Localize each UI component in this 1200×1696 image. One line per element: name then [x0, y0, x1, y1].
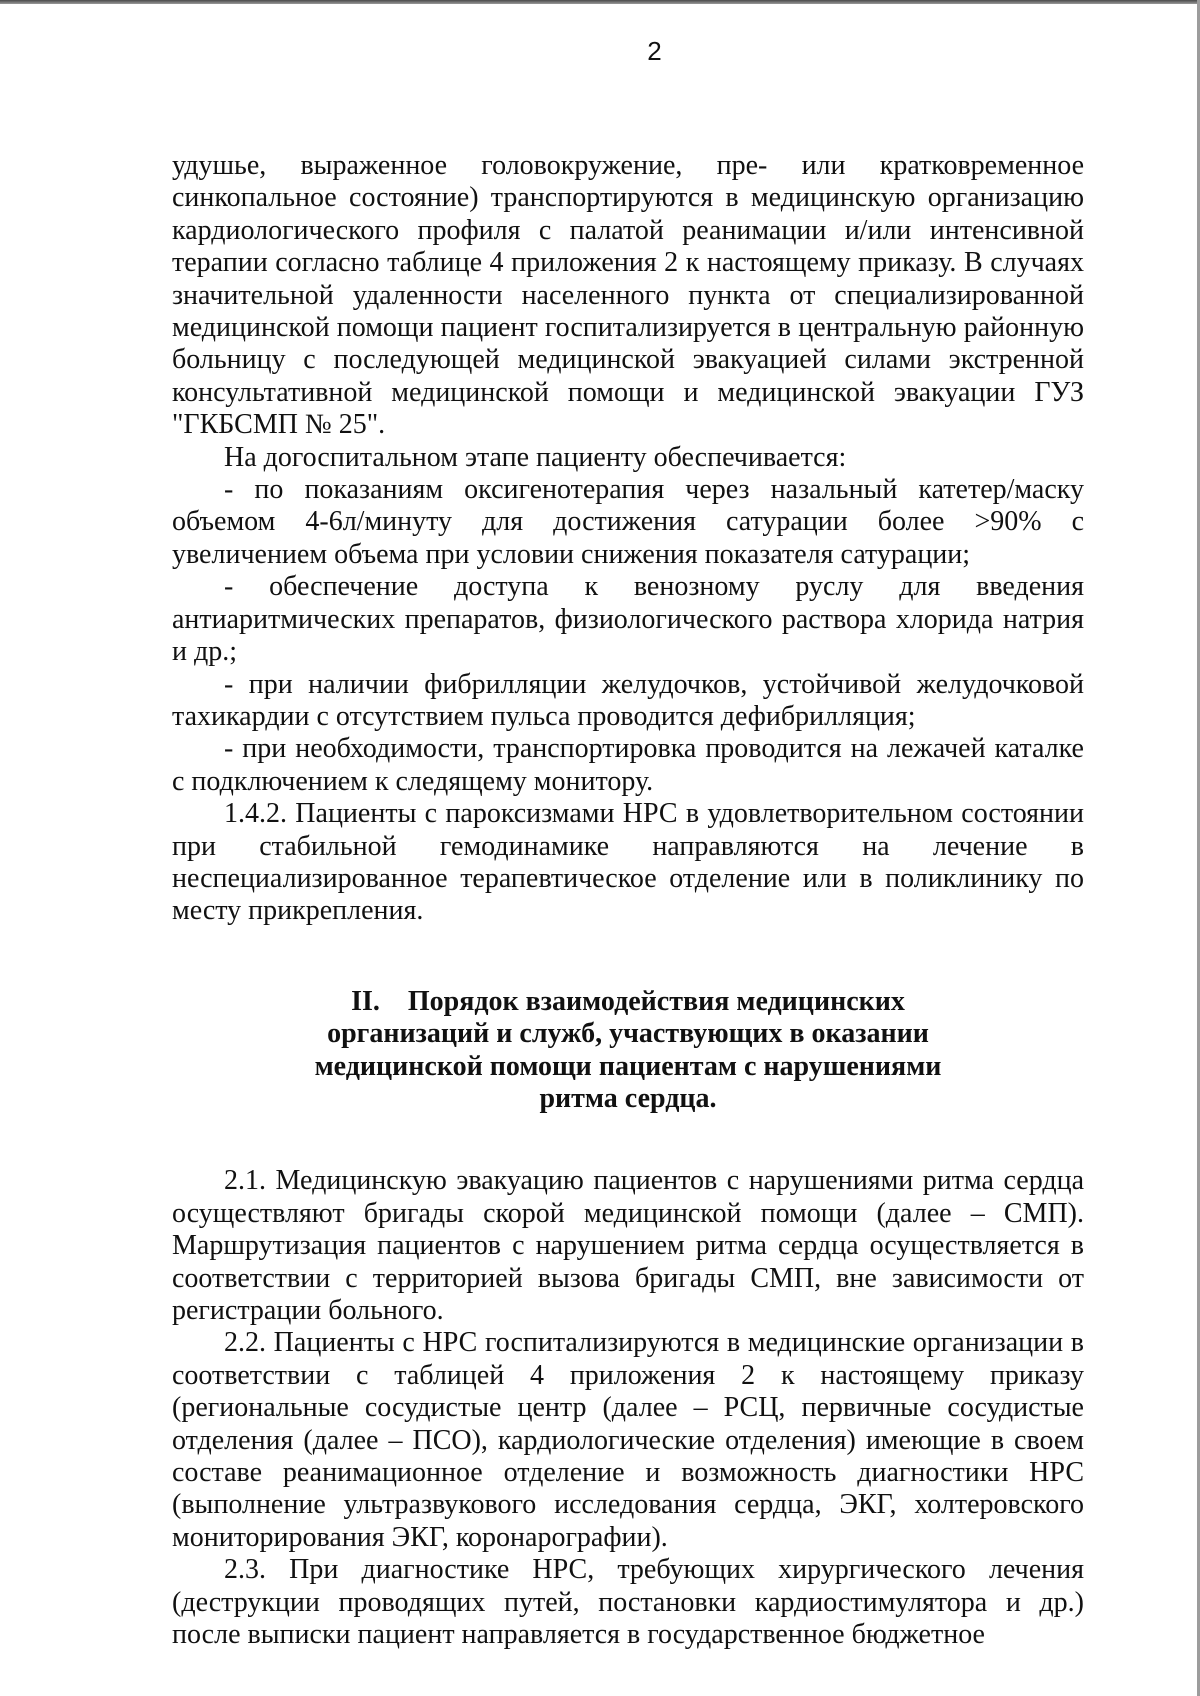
- document-body: [172, 150, 1084, 1651]
- prehospital-item: - при необходимости, транспортировка проводится на лежачей каталке с подключением к следящему монитору.: [172, 733, 1084, 797]
- section-heading: [308, 986, 948, 1116]
- prehospital-item: - обеспечение доступа к венозному руслу для введения антиаритмических препаратов, физиологического раствора хлорида натрия и др.;: [172, 571, 1084, 668]
- scan-border-top: [0, 0, 1200, 4]
- clause-2-2: 2.2. Пациенты с НРС госпитализируются в медицинские организации в соответствии с таблицей 4 приложения 2 к настоящему приказу (региональные сосудистые центр (далее – РСЦ, первичные сосудистые отделения (далее – ПСО), кардиологические отделения) имеющие в своем составе реанимационное отделение и возможность диагностики НРС (выполнение ультразвукового исследования сердца, ЭКГ, холтеровского мониторирования ЭКГ, коронарографии).: [172, 1327, 1084, 1553]
- section-body: [172, 1165, 1084, 1651]
- section-title-line-3: медицинской помощи пациентам с нарушениями: [314, 1050, 942, 1082]
- prehospital-lead: На догоспитальном этапе пациенту обеспечивается:: [224, 441, 847, 473]
- section-number: II.: [351, 985, 380, 1017]
- prehospital-item: - при наличии фибрилляции желудочков, устойчивой желудочковой тахикардии с отсутствием пульса проводится дефибрилляция;: [172, 668, 1084, 732]
- clause-2-1: 2.1. Медицинскую эвакуацию пациентов с нарушениями ритма сердца осуществляют бригады скорой медицинской помощи (далее – СМП). Маршрутизация пациентов с нарушением ритма сердца осуществляется в соответствии с территорией вызова бригады СМП, вне зависимости от регистрации больного.: [172, 1165, 1084, 1326]
- section-title-line-1: Порядок взаимодействия медицинских: [407, 985, 905, 1017]
- clause-1-4-2: 1.4.2. Пациенты с пароксизмами НРС в удовлетворительном состоянии при стабильной гемодинамике направляются на лечение в неспециализированное терапевтическое отделение или в поликлинику по месту прикрепления.: [172, 798, 1084, 927]
- intro-paragraph: удушье, выраженное головокружение, пре- или кратковременное синкопальное состояние) транспортируются в медицинскую организацию кардиологического профиля с палатой реанимации и/или интенсивной терапии согласно таблице 4 приложения 2 к настоящему приказу. В случаях значительной удаленности населенного пункта от специализированной медицинской помощи пациент госпитализируется в центральную районную больницу с последующей медицинской эвакуацией силами экстренной консультативной медицинской помощи и медицинской эвакуации ГУЗ "ГКБСМП № 25".: [172, 150, 1084, 441]
- section-title-line-2: организаций и служб, участвующих в оказании: [327, 1018, 929, 1050]
- section-title-line-4: ритма сердца.: [539, 1082, 717, 1114]
- section-heading-line: [308, 986, 948, 1018]
- page-number: 2: [647, 36, 662, 66]
- clause-2-3: 2.3. При диагностике НРС, требующих хирургического лечения (деструкции проводящих путей, постановки кардиостимулятора и др.) после выписки пациент направляется в государственное бюджетное: [172, 1554, 1084, 1651]
- prehospital-item: - по показаниям оксигенотерапия через назальный катетер/маску объемом 4-6л/минуту для достижения сатурации более >90% с увеличением объема при условии снижения показателя сатурации;: [172, 474, 1084, 570]
